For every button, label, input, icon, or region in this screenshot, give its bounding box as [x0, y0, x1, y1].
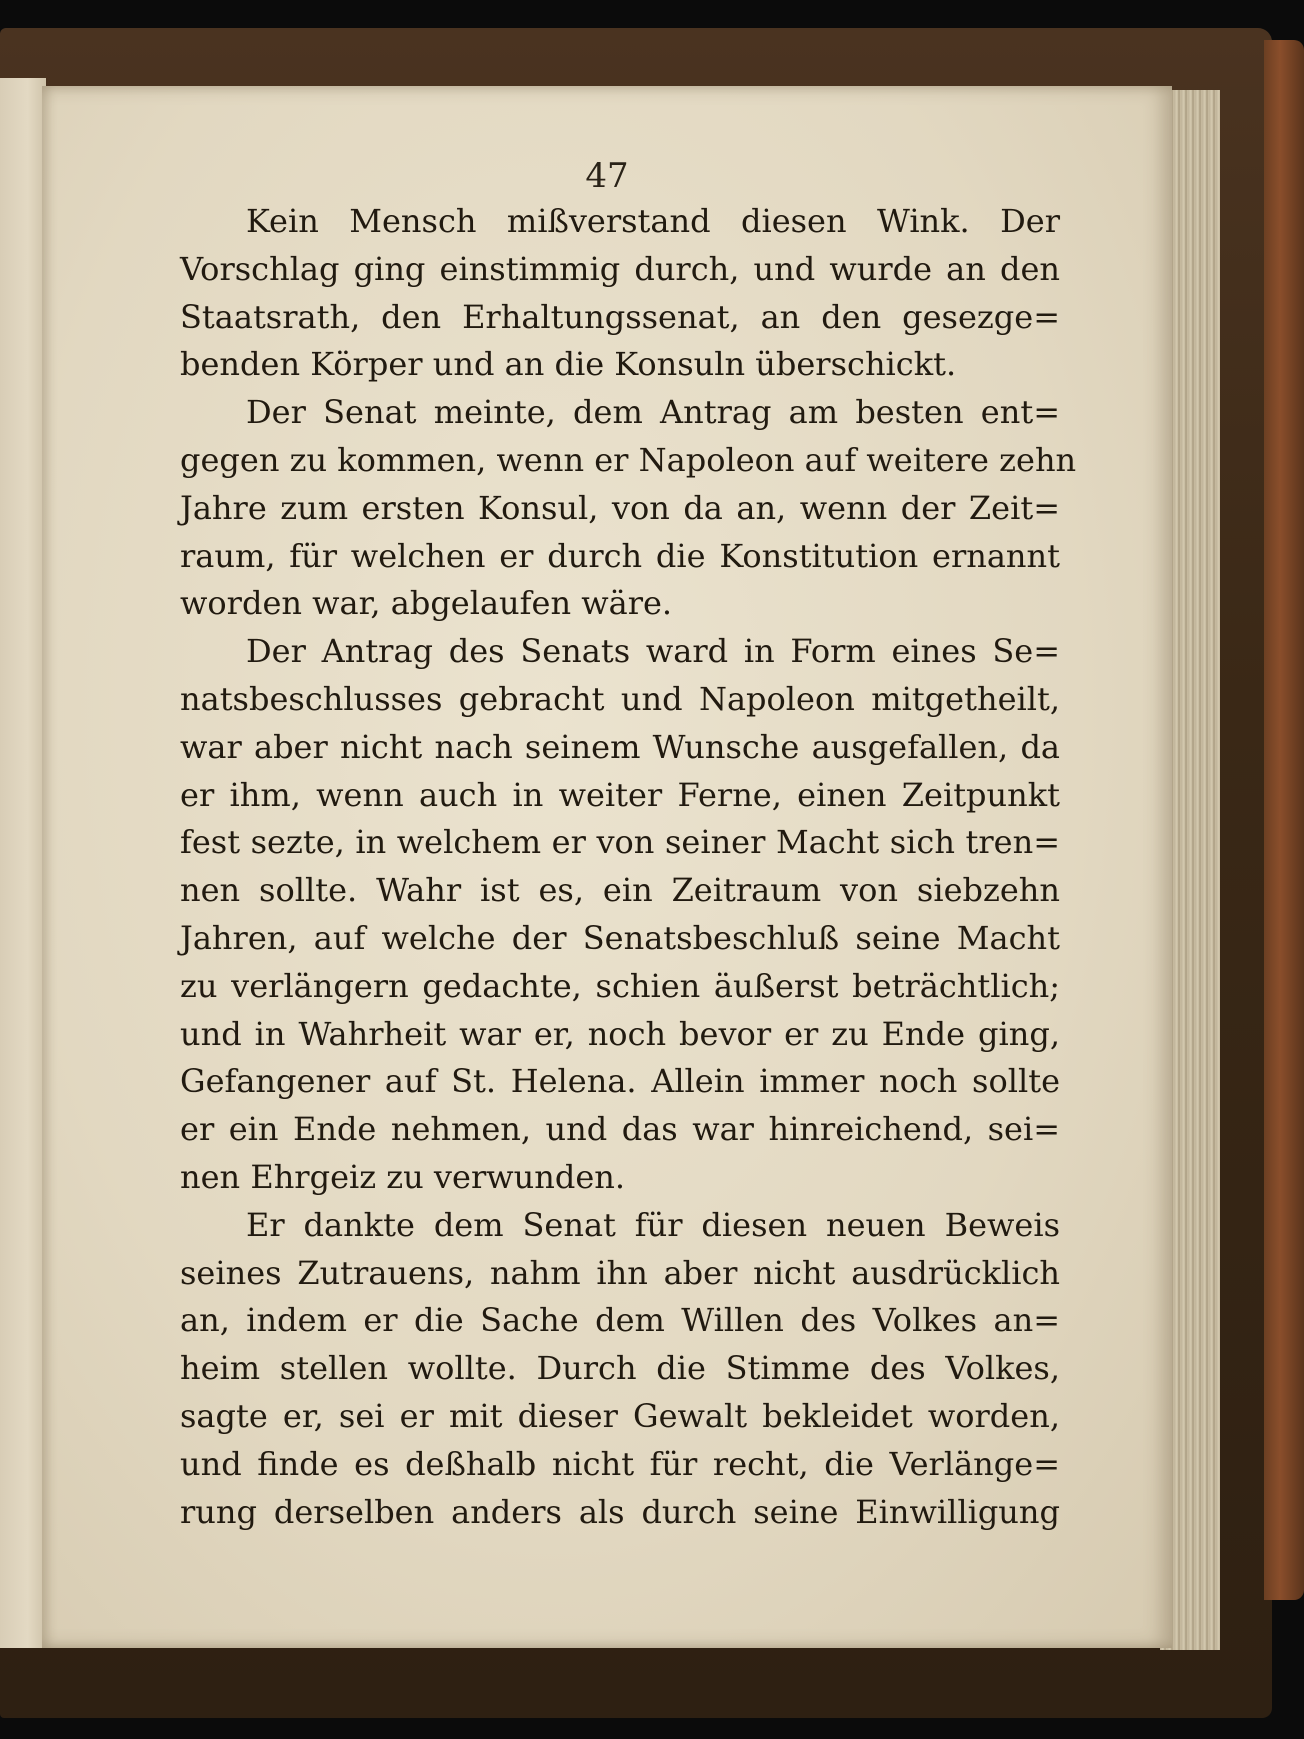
text-line: Er dankte dem Senat für diesen neuen Beweis	[246, 1205, 1060, 1244]
paragraph-2	[180, 389, 1077, 628]
text-line: war aber nicht nach seinem Wunsche ausgefallen, da	[180, 727, 1060, 766]
text-line: Gefangener auf St. Helena. Allein immer noch sollte	[180, 1062, 1060, 1101]
book-cover-edge	[1264, 40, 1304, 1600]
text-line: er ein Ende nehmen, und das war hinreichend, sei=	[180, 1110, 1060, 1149]
text-line: natsbeschlusses gebracht und Napoleon mitgetheilt,	[180, 679, 1060, 718]
text-line: fest sezte, in welchem er von seiner Macht sich tren=	[180, 823, 1060, 862]
text-line: Jahre zum ersten Konsul, von da an, wenn der Zeit=	[180, 488, 1060, 527]
text-line: zu verlängern gedachte, schien äußerst beträchtlich;	[180, 966, 1060, 1005]
paragraph-4	[180, 1202, 1060, 1537]
page-number: 47	[585, 156, 629, 196]
text-line: er ihm, wenn auch in weiter Ferne, einen Zeitpunkt	[180, 775, 1060, 814]
text-line: gegen zu kommen, wenn er Napoleon auf weitere zehn	[180, 440, 1077, 479]
text-line: und finde es deßhalb nicht für recht, die Verlänge=	[180, 1444, 1060, 1483]
text-line: und in Wahrheit war er, noch bevor er zu Ende ging,	[180, 1014, 1060, 1053]
text-line: sagte er, sei er mit dieser Gewalt bekleidet worden,	[180, 1396, 1060, 1435]
text-line: heim stellen wollte. Durch die Stimme des Volkes,	[180, 1349, 1060, 1388]
body-text	[180, 198, 1077, 1536]
text-line: nen Ehrgeiz zu verwunden.	[180, 1157, 626, 1196]
book-page	[42, 86, 1172, 1648]
paragraph-1	[180, 198, 1060, 389]
text-line: Vorschlag ging einstimmig durch, und wurde an den	[180, 249, 1060, 288]
text-line: rung derselben anders als durch seine Einwilligung	[180, 1492, 1060, 1531]
paragraph-3	[180, 628, 1060, 1202]
text-line: Der Antrag des Senats ward in Form eines Se=	[246, 632, 1060, 671]
text-line: benden Körper und an die Konsuln überschickt.	[180, 345, 957, 384]
text-line: worden war, abgelaufen wäre.	[180, 584, 673, 623]
text-line: raum, für welchen er durch die Konstitution ernannt	[180, 536, 1060, 575]
text-line: Jahren, auf welche der Senatsbeschluß seine Macht	[180, 918, 1060, 957]
text-line: seines Zutrauens, nahm ihn aber nicht ausdrücklich	[180, 1253, 1060, 1292]
text-line: Staatsrath, den Erhaltungssenat, an den gesezge=	[180, 297, 1060, 336]
text-line: Kein Mensch mißverstand diesen Wink. Der	[246, 202, 1060, 240]
text-line: nen sollte. Wahr ist es, ein Zeitraum von siebzehn	[180, 871, 1060, 910]
facing-page-edge	[0, 78, 46, 1648]
text-line: Der Senat meinte, dem Antrag am besten ent=	[246, 393, 1060, 432]
text-line: an, indem er die Sache dem Willen des Volkes an=	[180, 1301, 1060, 1340]
